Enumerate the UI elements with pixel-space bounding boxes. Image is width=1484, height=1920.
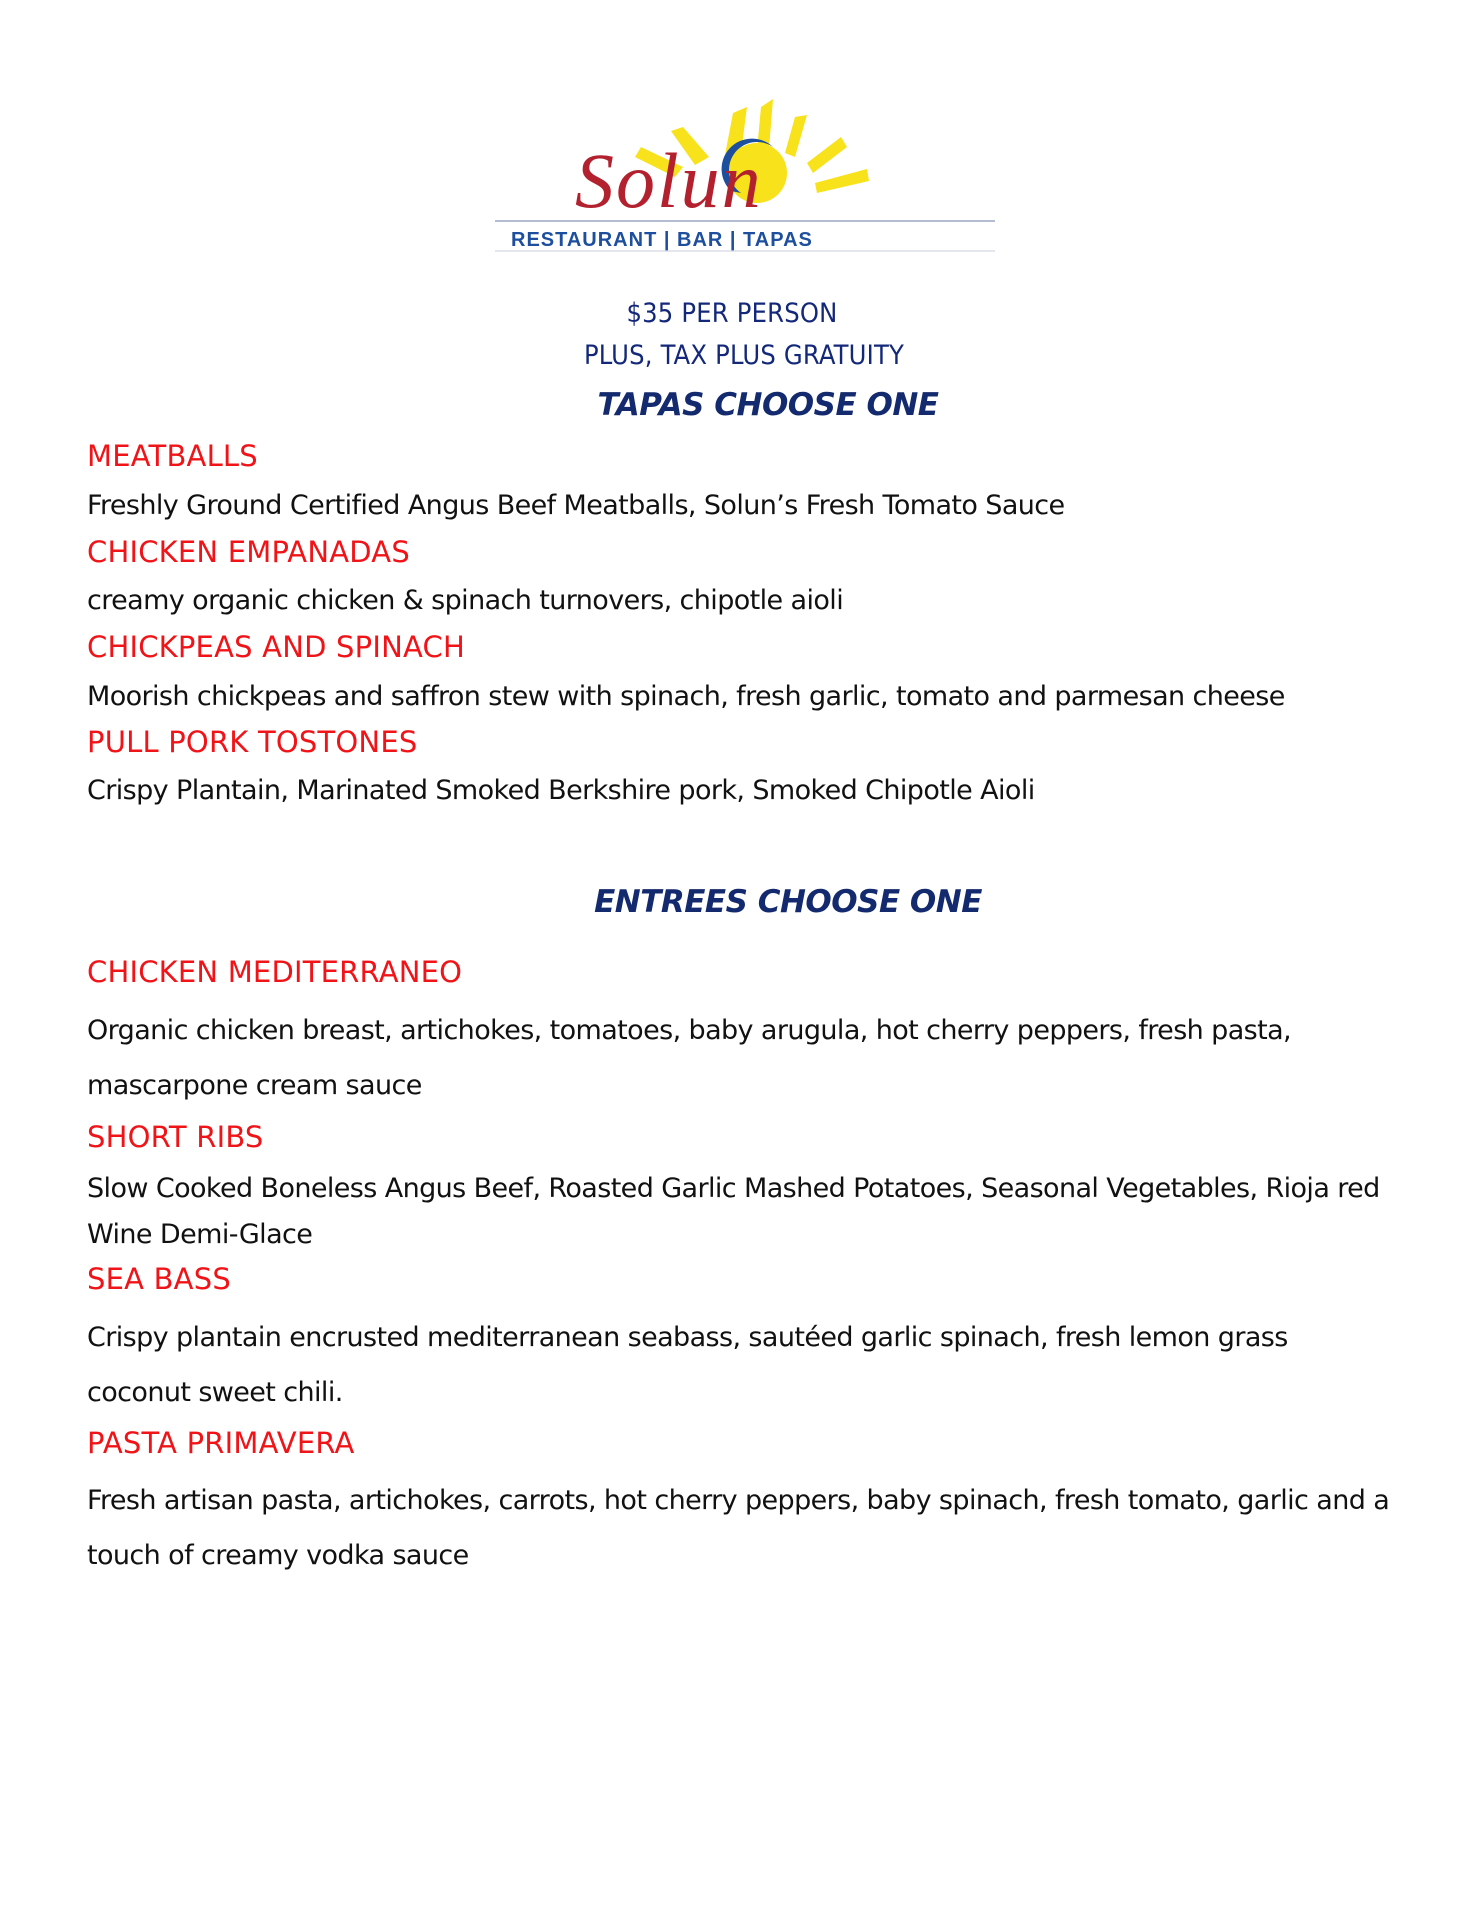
tapas-item-description: Crispy Plantain, Marinated Smoked Berkshire pork, Smoked Chipotle Aioli: [87, 775, 1035, 806]
svg-text:Solun: Solun: [575, 137, 763, 224]
solun-logo: [495, 95, 995, 260]
tapas-item-name: PULL PORK TOSTONES: [87, 725, 418, 759]
entree-item-name: CHICKEN MEDITERRANEO: [87, 955, 463, 989]
entree-item-name: SEA BASS: [87, 1262, 231, 1296]
entree-item-description: Fresh artisan pasta, artichokes, carrots, hot cherry peppers, baby spinach, fresh tomato, garlic and a touch of creamy vodka sauce: [87, 1485, 1390, 1571]
entrees-section-title: ENTREES CHOOSE ONE: [594, 884, 982, 920]
entree-item-description: Crispy plantain encrusted mediterranean seabass, sautéed garlic spinach, fresh lemon grass coconut sweet chili.: [87, 1322, 1288, 1408]
tapas-item-name: CHICKPEAS AND SPINACH: [87, 630, 465, 664]
entree-item-name: PASTA PRIMAVERA: [87, 1426, 355, 1460]
tax-gratuity-note: PLUS, TAX PLUS GRATUITY: [583, 340, 905, 371]
price-per-person: $35 PER PERSON: [626, 298, 838, 329]
entree-item-description: Organic chicken breast, artichokes, tomatoes, baby arugula, hot cherry peppers, fresh pasta, mascarpone cream sauce: [87, 1015, 1292, 1101]
tapas-item-description: creamy organic chicken & spinach turnovers, chipotle aioli: [87, 585, 844, 616]
logo-graphic: [495, 95, 995, 260]
entree-item-description: Slow Cooked Boneless Angus Beef, Roasted Garlic Mashed Potatoes, Seasonal Vegetables, Rioja red Wine Demi-Glace: [87, 1173, 1380, 1250]
tapas-item-description: Moorish chickpeas and saffron stew with spinach, fresh garlic, tomato and parmesan cheese: [87, 681, 1285, 712]
tapas-section-title: TAPAS CHOOSE ONE: [597, 387, 939, 423]
tapas-item-name: MEATBALLS: [87, 439, 258, 473]
tapas-item-name: CHICKEN EMPANADAS: [87, 535, 410, 569]
svg-text:RESTAURANT | BAR | TAPAS: RESTAURANT | BAR | TAPAS: [511, 229, 813, 251]
tapas-item-description: Freshly Ground Certified Angus Beef Meatballs, Solun’s Fresh Tomato Sauce: [87, 490, 1065, 521]
entree-item-name: SHORT RIBS: [87, 1120, 264, 1154]
